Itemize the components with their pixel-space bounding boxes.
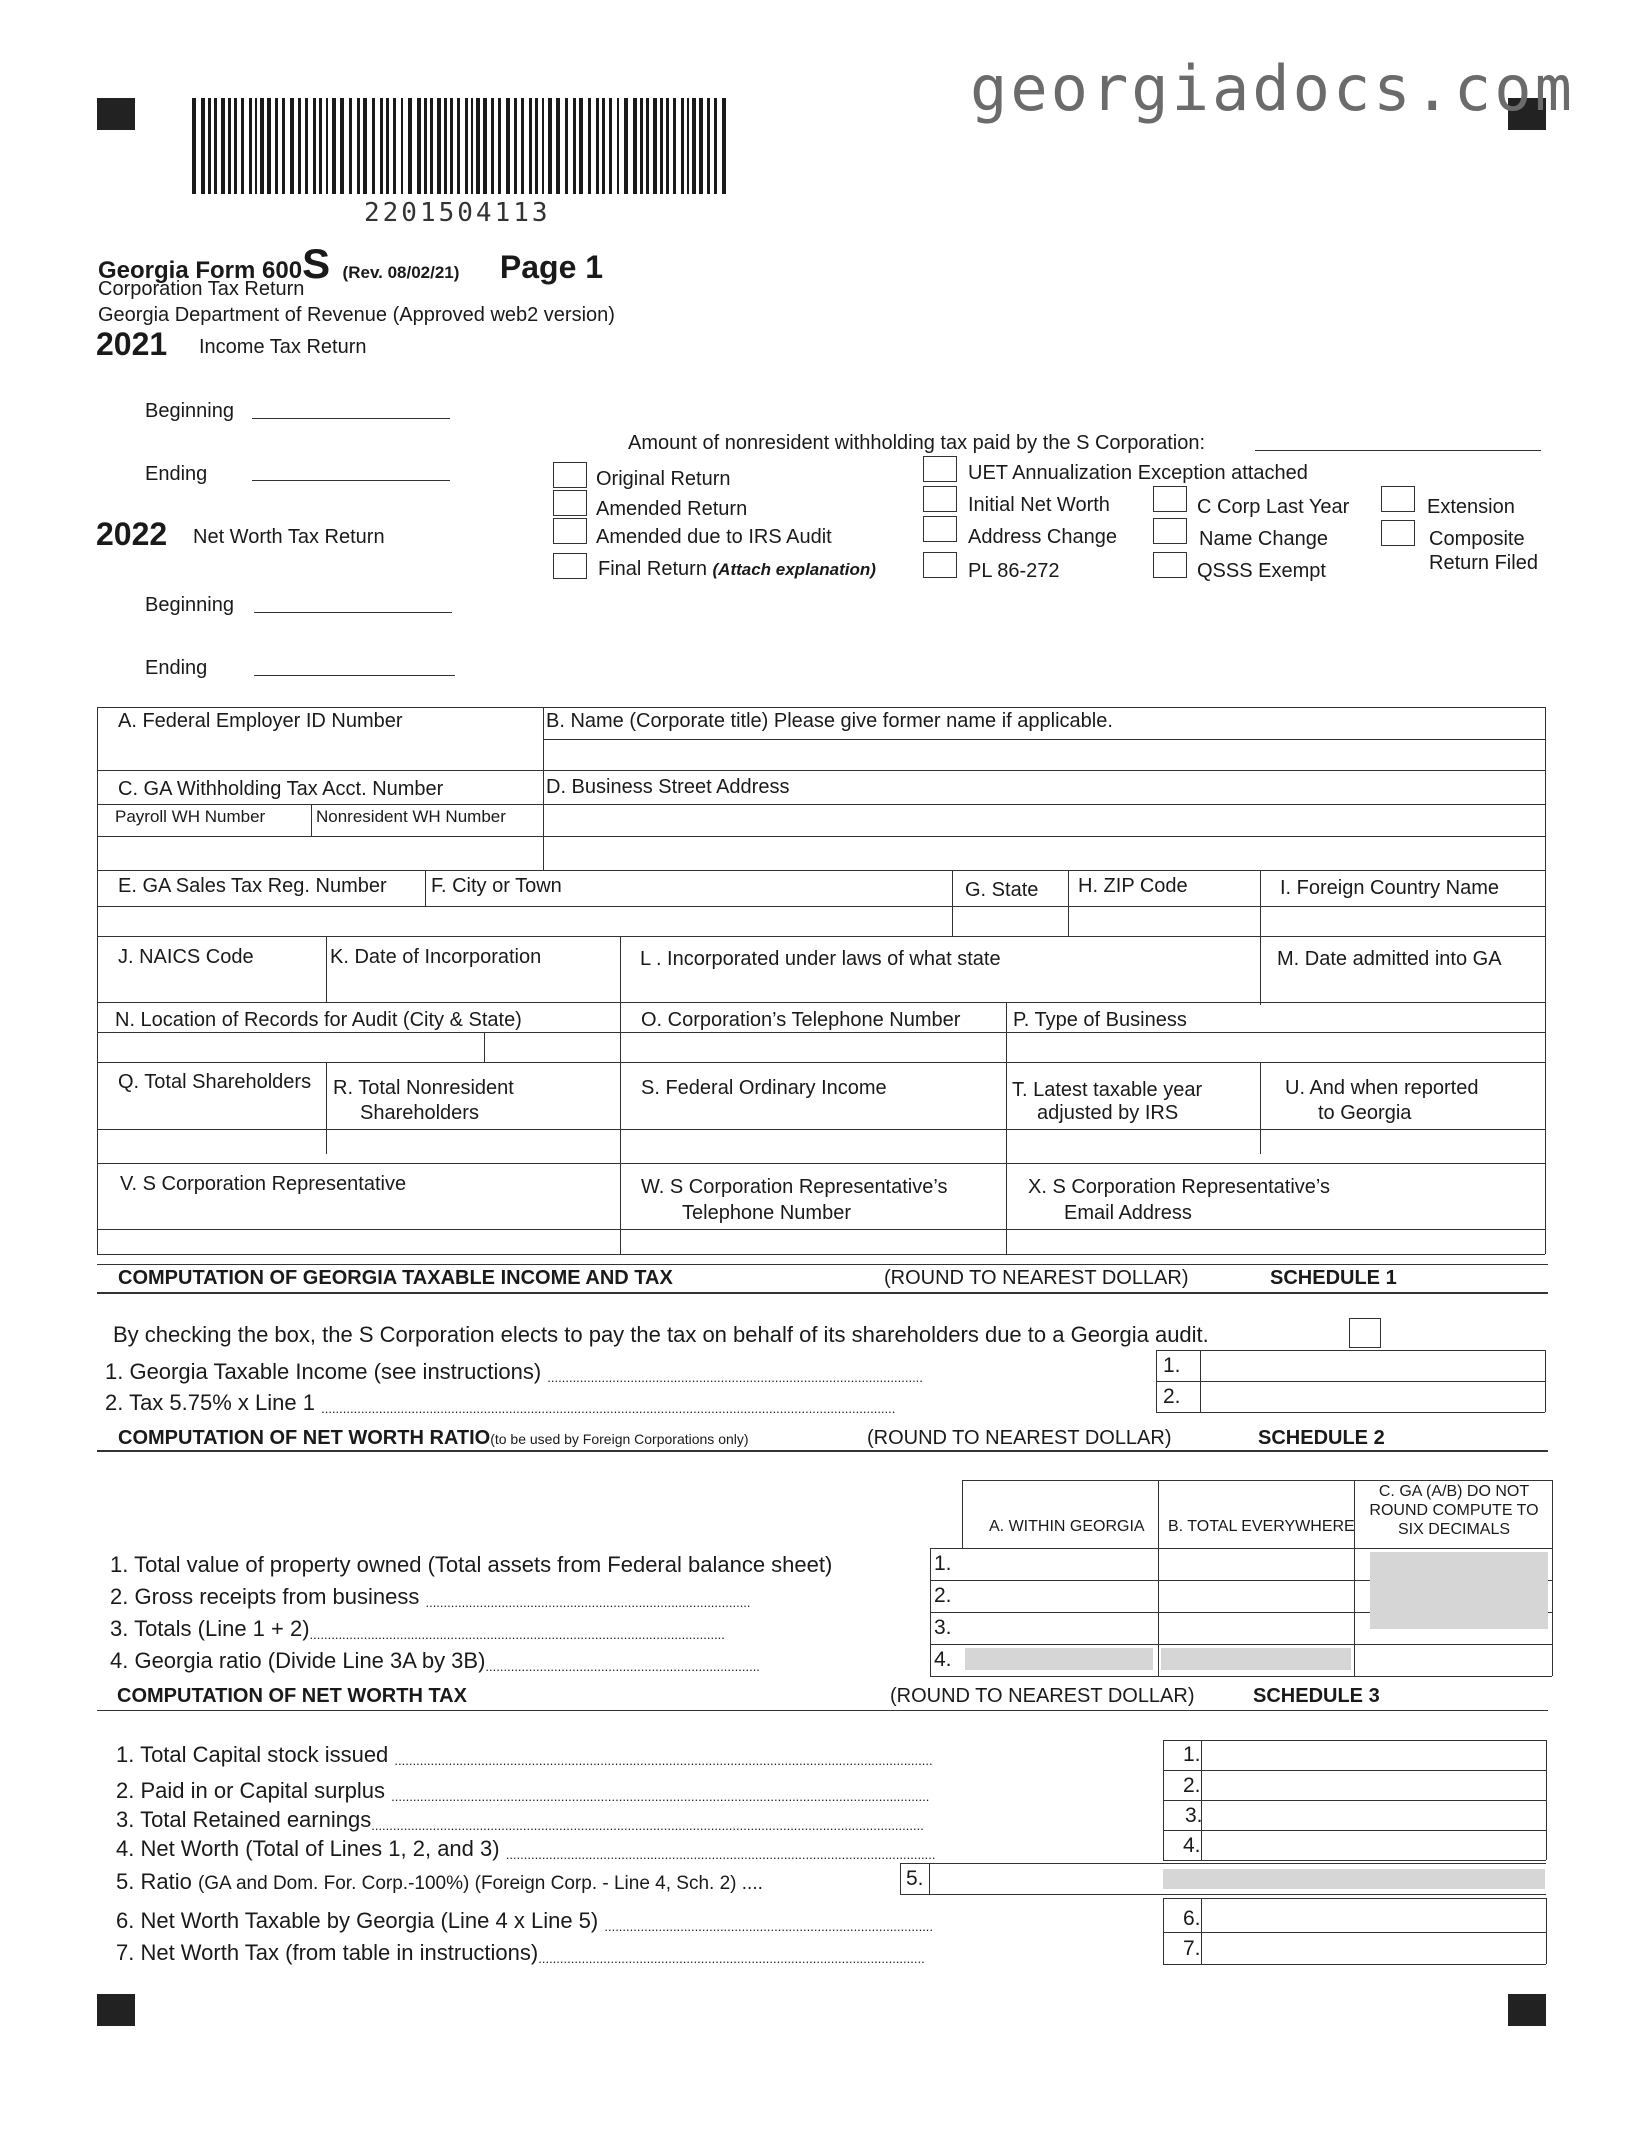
composite-label-2: Return Filed	[1429, 552, 1538, 574]
beginning-field-2[interactable]	[254, 612, 452, 613]
field-a-input[interactable]	[100, 740, 540, 769]
field-x-label-2: Email Address	[1064, 1202, 1192, 1224]
barcode-bar	[214, 98, 217, 194]
sch1-num-1: 1.	[1163, 1354, 1181, 1377]
field-t-label-1: T. Latest taxable year	[1012, 1079, 1203, 1101]
barcode-bar	[573, 98, 576, 194]
sch3-line-3-input[interactable]	[1204, 1802, 1544, 1828]
field-p-label: P. Type of Business	[1013, 1009, 1187, 1031]
tax-year-2022: 2022	[96, 516, 168, 552]
barcode-bar	[332, 98, 336, 194]
barcode-bar	[699, 98, 703, 194]
barcode-bar	[514, 98, 517, 194]
sch2-line-4c-input[interactable]	[1357, 1646, 1549, 1674]
barcode-bar	[535, 98, 538, 194]
barcode-bar	[437, 98, 441, 194]
barcode-bar	[548, 98, 552, 194]
barcode-bar	[714, 98, 717, 194]
irs-audit-label: Amended due to IRS Audit	[596, 526, 832, 548]
barcode-bar	[401, 98, 403, 194]
field-r-label-2: Shareholders	[360, 1102, 479, 1124]
sch3-line-2: 2. Paid in or Capital surplus .....................................................................................................................................................	[116, 1778, 930, 1804]
barcode-bar	[660, 98, 663, 194]
schedule-1-title: COMPUTATION OF GEORGIA TAXABLE INCOME AND TAX	[118, 1267, 673, 1289]
sch3-line-1-input[interactable]	[1204, 1742, 1544, 1768]
ending-label-2: Ending	[145, 657, 208, 679]
tax-year-2021: 2021	[96, 326, 168, 362]
pl-86-272-checkbox[interactable]	[923, 552, 957, 578]
sch1-line-2: 2. Tax 5.75% x Line 1 ...............................................................................................................................................................	[105, 1390, 896, 1416]
sch1-num-2: 2.	[1163, 1385, 1181, 1408]
ending-label-1: Ending	[145, 463, 208, 485]
barcode-bar	[228, 98, 231, 194]
amended-return-label: Amended Return	[596, 498, 748, 520]
payroll-wh-label: Payroll WH Number	[115, 807, 266, 826]
barcode-bar	[673, 98, 676, 194]
field-b-input[interactable]	[546, 741, 1542, 769]
field-t-label-2: adjusted by IRS	[1037, 1102, 1179, 1124]
field-w-input[interactable]	[624, 1231, 1002, 1252]
sch3-line-4: 4. Net Worth (Total of Lines 1, 2, and 3) .......................................................................................................................	[116, 1836, 936, 1862]
barcode-bar	[357, 98, 360, 194]
c-corp-label: C Corp Last Year	[1197, 496, 1350, 518]
sch2-shaded-c	[1370, 1552, 1548, 1629]
barcode-bar	[313, 98, 316, 194]
schedule-1-round: (ROUND TO NEAREST DOLLAR)	[884, 1267, 1189, 1289]
sch3-line-7: 7. Net Worth Tax (from table in instructions)...........................................................................................................	[116, 1940, 925, 1966]
sch2-col-a: A. WITHIN GEORGIA	[989, 1518, 1145, 1535]
barcode-bar	[450, 98, 453, 194]
irs-audit-checkbox[interactable]	[553, 518, 587, 544]
barcode-bar	[687, 98, 689, 194]
beginning-field-1[interactable]	[252, 418, 450, 419]
withholding-label: Amount of nonresident withholding tax paid by the S Corporation:	[628, 432, 1206, 454]
initial-net-worth-checkbox[interactable]	[923, 486, 957, 512]
sch2-line-1b-input[interactable]	[1161, 1550, 1351, 1578]
composite-label-1: Composite	[1429, 528, 1525, 550]
sch3-line-5-input[interactable]	[932, 1865, 1160, 1892]
field-o-input[interactable]	[624, 1034, 1002, 1060]
department: Georgia Department of Revenue (Approved web2 version)	[98, 304, 615, 326]
sch2-line-3: 3. Totals (Line 1 + 2)...................................................................................................................	[110, 1616, 725, 1642]
barcode-bar	[506, 98, 510, 194]
field-s-label: S. Federal Ordinary Income	[641, 1077, 887, 1099]
field-c-label: C. GA Withholding Tax Acct. Number	[118, 778, 444, 800]
barcode-bar	[298, 98, 301, 194]
field-o-label: O. Corporation’s Telephone Number	[641, 1009, 961, 1031]
field-t-input[interactable]	[1010, 1131, 1256, 1161]
barcode-bar	[444, 98, 447, 194]
withholding-amount-field[interactable]	[1255, 450, 1541, 451]
schedule-3-title: COMPUTATION OF NET WORTH TAX	[117, 1685, 467, 1707]
schedule-3-label: SCHEDULE 3	[1253, 1685, 1380, 1707]
sch3-shaded-5	[1163, 1869, 1545, 1889]
field-i-label: I. Foreign Country Name	[1280, 877, 1499, 899]
form-subtitle: Corporation Tax Return	[98, 278, 305, 300]
barcode-bar	[624, 98, 628, 194]
barcode-bar	[692, 98, 696, 194]
sch2-line-2: 2. Gross receipts from business ..........................................................................................	[110, 1584, 751, 1610]
barcode-bar	[596, 98, 599, 194]
sch2-shaded-4b	[1161, 1648, 1351, 1670]
barcode-bar	[255, 98, 257, 194]
sch3-num-1: 1.	[1183, 1743, 1201, 1766]
field-d-input[interactable]	[546, 806, 1542, 868]
field-q-input[interactable]	[100, 1131, 322, 1161]
field-g-input[interactable]	[955, 908, 1065, 934]
barcode-bar	[234, 98, 237, 194]
field-j-label: J. NAICS Code	[118, 946, 254, 968]
sch2-line-2b-input[interactable]	[1161, 1582, 1351, 1610]
barcode-number: 2201504113	[364, 198, 551, 228]
field-w-label-2: Telephone Number	[682, 1202, 851, 1224]
sch3-line-6-input[interactable]	[1204, 1900, 1544, 1930]
sch3-num-7: 7.	[1183, 1937, 1201, 1960]
barcode-bar	[208, 98, 211, 194]
barcode-bar	[483, 98, 487, 194]
barcode-bar	[457, 98, 460, 194]
sch3-line-3: 3. Total Retained earnings.........................................................................................................................................................	[116, 1807, 924, 1833]
uet-label: UET Annualization Exception attached	[968, 462, 1308, 484]
name-change-checkbox[interactable]	[1153, 518, 1187, 544]
nonresident-wh-label: Nonresident WH Number	[316, 807, 506, 826]
qsss-label: QSSS Exempt	[1197, 560, 1326, 582]
barcode-bar	[305, 98, 308, 194]
field-l-label: L . Incorporated under laws of what state	[640, 948, 1001, 970]
original-return-label: Original Return	[596, 468, 731, 490]
sch2-col-c-2: ROUND COMPUTE TO	[1369, 1502, 1539, 1519]
field-h-input[interactable]	[1071, 908, 1257, 934]
ending-field-1[interactable]	[252, 480, 450, 481]
schedule-2-label: SCHEDULE 2	[1258, 1427, 1385, 1449]
barcode-bar	[408, 98, 412, 194]
sch3-line-1: 1. Total Capital stock issued .....................................................................................................................................................	[116, 1742, 933, 1768]
sch3-line-6: 6. Net Worth Taxable by Georgia (Line 4 x Line 5) ...........................................................................................	[116, 1908, 934, 1934]
address-change-checkbox[interactable]	[923, 516, 957, 542]
field-c-input[interactable]	[100, 838, 540, 868]
uet-checkbox[interactable]	[923, 456, 957, 482]
sch1-line-1: 1. Georgia Taxable Income (see instructions) ........................................................................................................	[105, 1359, 923, 1385]
audit-election-checkbox[interactable]	[1349, 1318, 1381, 1348]
field-s-input[interactable]	[624, 1131, 1002, 1161]
barcode-bar	[192, 98, 196, 194]
form-title: Georgia Form 600S (Rev. 08/02/21) Page 1	[98, 240, 604, 287]
barcode-bar	[542, 98, 544, 194]
schedule-1-label: SCHEDULE 1	[1270, 1267, 1397, 1289]
barcode-bar	[617, 98, 619, 194]
sch2-line-3a-input[interactable]	[965, 1614, 1155, 1642]
registration-mark-bottom-right	[1508, 1994, 1546, 2026]
barcode-bar	[386, 98, 389, 194]
barcode-bar	[653, 98, 657, 194]
sch2-line-4: 4. Georgia ratio (Divide Line 3A by 3B)............................................................................	[110, 1648, 760, 1674]
sch2-shaded-4a	[965, 1648, 1153, 1670]
field-n-input[interactable]	[100, 1034, 480, 1060]
registration-mark-top-left	[97, 98, 135, 130]
barcode-bar	[349, 98, 352, 194]
sch3-num-5: 5.	[906, 1867, 924, 1890]
barcode-bar	[681, 98, 684, 194]
barcode-bar	[201, 98, 205, 194]
field-v-input[interactable]	[100, 1231, 616, 1252]
schedule-3-round: (ROUND TO NEAREST DOLLAR)	[890, 1685, 1195, 1707]
c-corp-checkbox[interactable]	[1153, 486, 1187, 512]
field-l-input[interactable]	[624, 972, 1256, 1000]
beginning-label-2: Beginning	[145, 594, 234, 616]
field-a-label: A. Federal Employer ID Number	[118, 710, 403, 732]
sch2-line-1a-input[interactable]	[965, 1550, 1155, 1578]
barcode-bar	[529, 98, 532, 194]
barcode-bar	[498, 98, 501, 194]
field-u-input[interactable]	[1263, 1131, 1542, 1161]
barcode-bar	[579, 98, 583, 194]
barcode	[192, 98, 732, 194]
barcode-bar	[521, 98, 524, 194]
barcode-bar	[588, 98, 591, 194]
sch2-col-b: B. TOTAL EVERYWHERE	[1168, 1518, 1355, 1535]
barcode-bar	[282, 98, 285, 194]
field-w-label-1: W. S Corporation Representative’s	[641, 1176, 948, 1198]
barcode-bar	[491, 98, 494, 194]
sch2-line-3b-input[interactable]	[1161, 1614, 1351, 1642]
field-q-label: Q. Total Shareholders	[118, 1071, 312, 1093]
field-g-label: G. State	[965, 879, 1039, 901]
beginning-label-1: Beginning	[145, 400, 234, 422]
sch2-num-2: 2.	[934, 1584, 952, 1607]
qsss-checkbox[interactable]	[1153, 552, 1187, 578]
income-tax-return-label: Income Tax Return	[199, 336, 367, 358]
pl-86-272-label: PL 86-272	[968, 560, 1060, 582]
barcode-bar	[707, 98, 710, 194]
final-return-checkbox[interactable]	[553, 553, 587, 579]
field-k-label: K. Date of Incorporation	[330, 946, 542, 968]
barcode-bar	[476, 98, 480, 194]
barcode-bar	[393, 98, 396, 194]
barcode-bar	[372, 98, 375, 194]
final-return-label: Final Return (Attach explanation)	[598, 558, 876, 580]
barcode-bar	[380, 98, 383, 194]
sch2-col-c-1: C. GA (A/B) DO NOT	[1378, 1483, 1530, 1500]
barcode-bar	[609, 98, 612, 194]
watermark: georgiadocs.com	[970, 52, 1575, 125]
initial-net-worth-label: Initial Net Worth	[968, 494, 1110, 516]
audit-election-text: By checking the box, the S Corporation elects to pay the tax on behalf of its shareholders due to a Georgia audit.	[113, 1322, 1209, 1347]
sch2-num-1: 1.	[934, 1552, 952, 1575]
barcode-bar	[602, 98, 605, 194]
sch3-num-6: 6.	[1183, 1907, 1201, 1930]
field-b-label: B. Name (Corporate title) Please give former name if applicable.	[546, 710, 1113, 732]
sch3-num-2: 2.	[1183, 1774, 1201, 1797]
barcode-bar	[241, 98, 244, 194]
field-j-input[interactable]	[100, 972, 322, 1000]
barcode-bar	[267, 98, 271, 194]
barcode-bar	[640, 98, 643, 194]
sch2-num-3: 3.	[934, 1616, 952, 1639]
field-f-label: F. City or Town	[431, 875, 562, 897]
sch1-line-2-input[interactable]	[1203, 1383, 1543, 1410]
barcode-bar	[260, 98, 264, 194]
field-r-input[interactable]	[330, 1131, 616, 1161]
field-m-label: M. Date admitted into GA	[1277, 948, 1502, 970]
sch2-line-2a-input[interactable]	[965, 1582, 1155, 1610]
registration-mark-bottom-left	[97, 1994, 135, 2026]
barcode-bar	[424, 98, 427, 194]
schedule-2-title: COMPUTATION OF NET WORTH RATIO(to be used by Foreign Corporations only)	[118, 1427, 749, 1449]
field-p-input[interactable]	[1010, 1034, 1542, 1060]
sch3-line-2-input[interactable]	[1204, 1772, 1544, 1798]
field-n-label: N. Location of Records for Audit (City & State)	[115, 1009, 522, 1031]
sch3-num-3: 3.	[1185, 1804, 1203, 1827]
field-x-label-1: X. S Corporation Representative’s	[1028, 1176, 1331, 1198]
original-return-checkbox[interactable]	[553, 462, 587, 488]
sch3-line-5: 5. Ratio (GA and Dom. For. Corp.-100%) (Foreign Corp. - Line 4, Sch. 2) ....	[116, 1869, 763, 1894]
field-x-input[interactable]	[1010, 1231, 1542, 1252]
barcode-bar	[646, 98, 649, 194]
sch2-num-4: 4.	[934, 1648, 952, 1671]
barcode-bar	[290, 98, 294, 194]
field-v-label: V. S Corporation Representative	[120, 1173, 407, 1195]
sch1-line-1-input[interactable]	[1203, 1352, 1543, 1379]
barcode-bar	[565, 98, 568, 194]
sch3-line-4-input[interactable]	[1204, 1832, 1544, 1858]
field-r-label-1: R. Total Nonresident	[333, 1077, 514, 1099]
field-e-label: E. GA Sales Tax Reg. Number	[118, 875, 387, 897]
field-h-label: H. ZIP Code	[1078, 875, 1188, 897]
barcode-bar	[417, 98, 421, 194]
sch3-num-4: 4.	[1183, 1834, 1201, 1857]
barcode-bar	[363, 98, 367, 194]
field-u-label-2: to Georgia	[1318, 1102, 1412, 1124]
extension-checkbox[interactable]	[1381, 486, 1415, 512]
barcode-bar	[430, 98, 433, 194]
field-i-input[interactable]	[1263, 908, 1542, 934]
net-worth-tax-return-label: Net Worth Tax Return	[193, 526, 385, 548]
amended-return-checkbox[interactable]	[553, 490, 587, 516]
barcode-bar	[722, 98, 726, 194]
barcode-bar	[275, 98, 278, 194]
barcode-bar	[326, 98, 328, 194]
sch3-line-7-input[interactable]	[1204, 1934, 1544, 1962]
ending-field-2[interactable]	[254, 675, 455, 676]
field-d-label: D. Business Street Address	[546, 776, 790, 798]
barcode-bar	[465, 98, 468, 194]
barcode-bar	[221, 98, 225, 194]
composite-checkbox[interactable]	[1381, 520, 1415, 546]
barcode-bar	[340, 98, 344, 194]
address-change-label: Address Change	[968, 526, 1117, 548]
extension-label: Extension	[1427, 496, 1515, 518]
barcode-bar	[471, 98, 473, 194]
sch2-col-c-3: SIX DECIMALS	[1397, 1521, 1511, 1538]
field-u-label-1: U. And when reported	[1285, 1077, 1479, 1099]
barcode-bar	[633, 98, 637, 194]
field-m-input[interactable]	[1263, 972, 1542, 1000]
field-k-input[interactable]	[330, 972, 616, 1000]
barcode-bar	[666, 98, 669, 194]
barcode-bar	[556, 98, 560, 194]
field-e-f-input[interactable]	[100, 908, 950, 934]
schedule-2-round: (ROUND TO NEAREST DOLLAR)	[867, 1427, 1172, 1449]
barcode-bar	[319, 98, 322, 194]
sch2-line-1: 1. Total value of property owned (Total assets from Federal balance sheet)	[110, 1552, 833, 1577]
barcode-bar	[249, 98, 252, 194]
name-change-label: Name Change	[1199, 528, 1328, 550]
